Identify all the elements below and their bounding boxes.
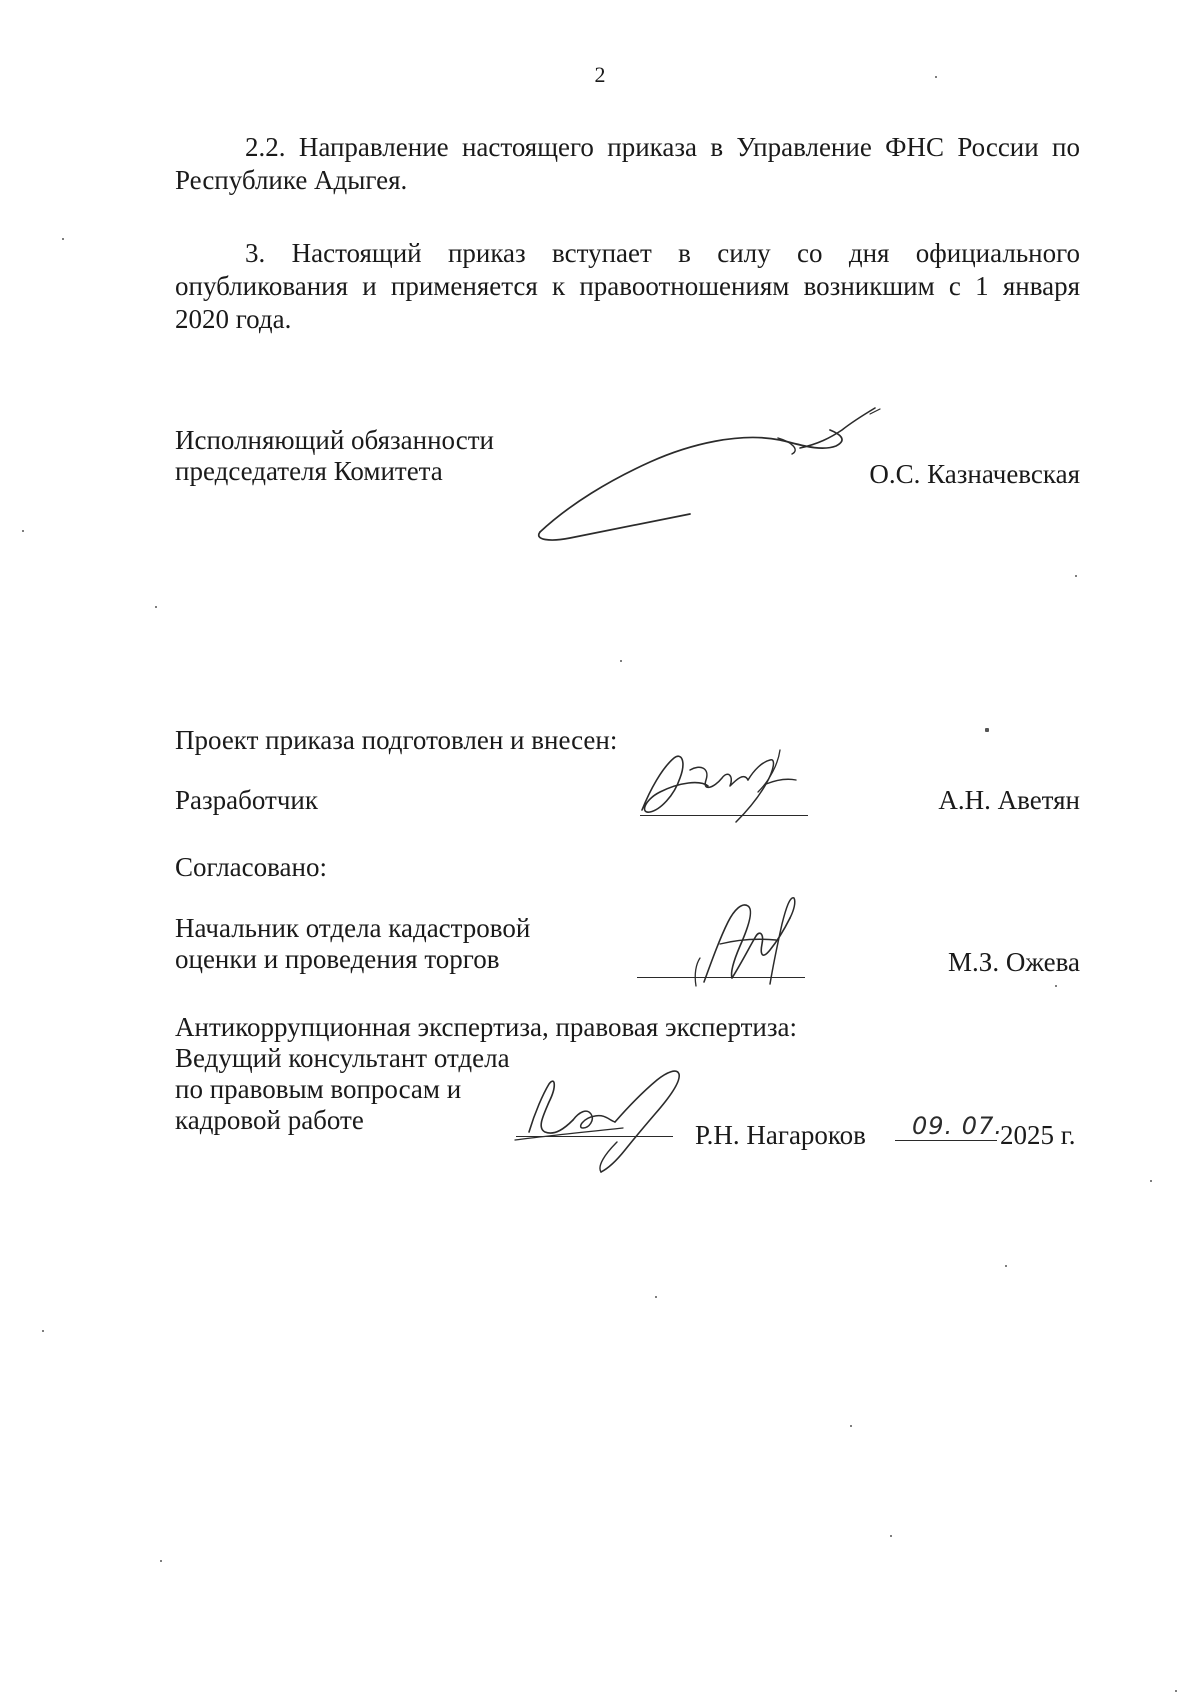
expertise-role-line-3: кадровой работе xyxy=(175,1105,364,1135)
paragraph-2-2-line-2: Республике Адыгея. xyxy=(175,165,408,195)
head-name: М.З. Ожева xyxy=(948,947,1080,977)
signatory-position-line-2: председателя Комитета xyxy=(175,456,443,486)
signatory-name: О.С. Казначевская xyxy=(869,459,1080,489)
expertise-name: Р.Н. Нагароков xyxy=(695,1120,866,1150)
scan-speck xyxy=(160,1560,162,1562)
head-role xyxy=(175,913,530,975)
expertise-role xyxy=(175,1043,510,1136)
scan-speck xyxy=(935,76,937,78)
page-number: 2 xyxy=(594,62,606,87)
scan-speck xyxy=(890,1535,892,1537)
signature-avetyan xyxy=(630,740,810,830)
paragraph-3 xyxy=(175,237,1080,336)
scan-speck xyxy=(42,1330,44,1332)
scan-speck xyxy=(1055,985,1057,987)
scan-speck xyxy=(22,530,24,532)
scan-speck xyxy=(850,1425,852,1427)
signatory-position-line-1: Исполняющий обязанности xyxy=(175,425,494,455)
scan-speck xyxy=(1075,575,1077,577)
scan-speck xyxy=(155,606,157,608)
date-line xyxy=(895,1140,997,1141)
developer-name: А.Н. Аветян xyxy=(938,785,1080,815)
signature-ozheva xyxy=(690,888,810,998)
paragraph-2-2-line-1: 2.2. Направление настоящего приказа в Управление ФНС России по xyxy=(245,132,1080,162)
scan-speck xyxy=(1005,1265,1007,1267)
scan-speck xyxy=(1150,1180,1152,1182)
scan-speck xyxy=(62,238,64,240)
head-role-line-2: оценки и проведения торгов xyxy=(175,944,500,974)
paragraph-2-2 xyxy=(175,131,1080,197)
prepared-heading: Проект приказа подготовлен и внесен: xyxy=(175,725,618,755)
scan-speck xyxy=(620,660,622,662)
expertise-heading: Антикоррупционная экспертиза, правовая экспертиза: xyxy=(175,1012,798,1042)
scan-speck xyxy=(655,1296,657,1298)
signatory-position xyxy=(175,425,494,487)
scan-speck xyxy=(985,728,989,732)
expertise-role-line-1: Ведущий консультант отдела xyxy=(175,1043,510,1073)
paragraph-3-line-3: 2020 года. xyxy=(175,304,292,334)
signature-kaznachevskaya xyxy=(530,400,890,560)
developer-role: Разработчик xyxy=(175,785,318,815)
date-suffix: 2025 г. xyxy=(1000,1120,1076,1150)
head-role-line-1: Начальник отдела кадастровой xyxy=(175,913,531,943)
expertise-role-line-2: по правовым вопросам и xyxy=(175,1074,462,1104)
signature-nagarokov xyxy=(505,1062,705,1177)
date-handwritten: 09. 07. xyxy=(912,1112,1003,1140)
agreed-heading: Согласовано: xyxy=(175,852,327,882)
paragraph-3-line-1: 3. Настоящий приказ вступает в силу со дня официального xyxy=(245,238,1080,268)
paragraph-3-line-2: опубликования и применяется к правоотношениям возникшим с 1 января xyxy=(175,271,1080,301)
